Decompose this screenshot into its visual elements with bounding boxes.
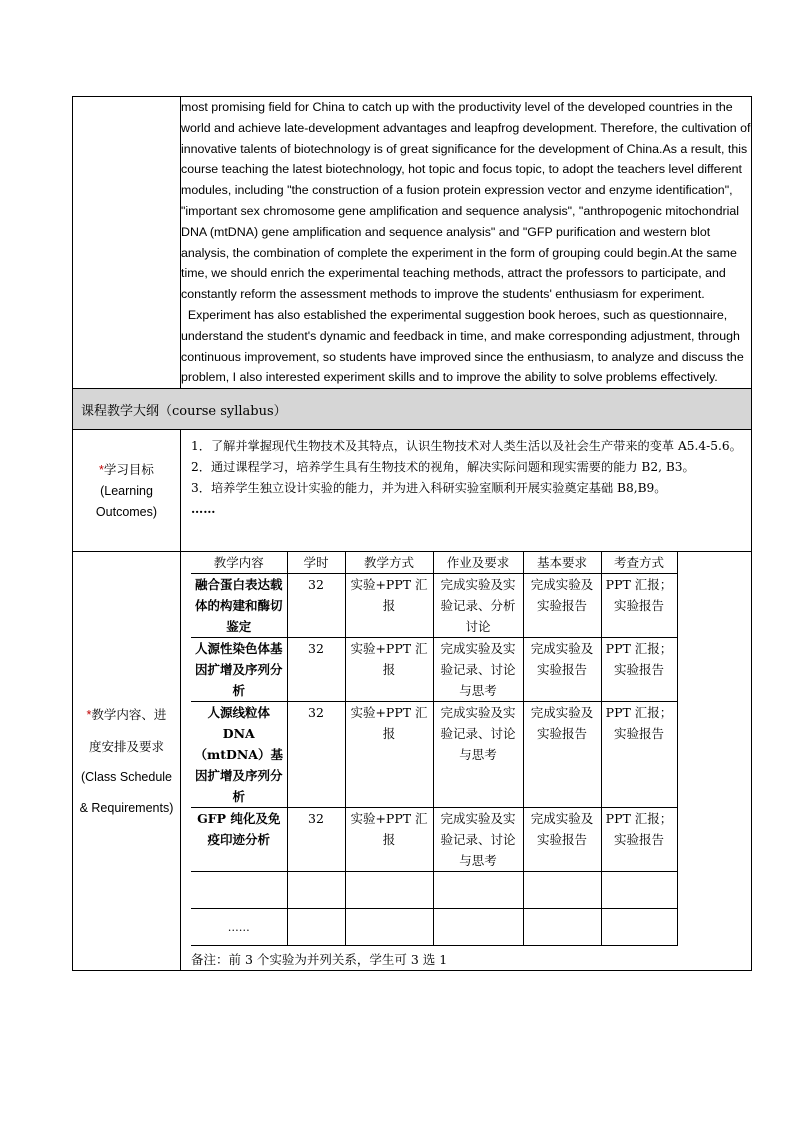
intro-text-cell [181, 97, 752, 389]
schedule-label-en-1: (Class Schedule [80, 769, 172, 784]
row-method: 实验+PPT 汇报 [345, 808, 433, 872]
row-basic: 完成实验及实验报告 [523, 808, 601, 872]
learning-outcomes-label-en-1: (Learning [100, 483, 153, 498]
learning-outcome-item-3: 3．培养学生独立设计实验的能力，并为进入科研实验室顺利开展实验奠定基础 B8,B9。 [191, 481, 667, 496]
row-ellipsis: …… [191, 909, 287, 946]
schedule-content [181, 552, 752, 971]
empty-cell [523, 872, 601, 909]
learning-outcome-item-2: 2．通过课程学习，培养学生具有生物技术的视角，解决实际问题和现实需要的能力 B2, B3。 [191, 460, 695, 475]
row-assessment: PPT 汇报；实验报告 [601, 638, 677, 702]
learning-outcomes-label-cn: 学习目标 [103, 461, 154, 477]
row-method: 实验+PPT 汇报 [345, 702, 433, 808]
required-star: * [99, 462, 104, 477]
required-star: * [86, 707, 92, 722]
row-topic: 人源性染色体基因扩增及序列分析 [191, 638, 287, 702]
empty-cell [345, 909, 433, 946]
empty-cell [191, 872, 287, 909]
learning-outcome-ellipsis: …… [191, 502, 216, 517]
table-row-empty [191, 872, 677, 909]
syllabus-heading: 课程教学大纲（course syllabus） [73, 389, 752, 430]
row-method: 实验+PPT 汇报 [345, 574, 433, 638]
schedule-label [73, 552, 181, 971]
row-hours: 32 [287, 808, 345, 872]
learning-outcomes-row [73, 430, 752, 552]
schedule-note: 备注：前 3 个实验为并列关系，学生可 3 选 1 [191, 952, 448, 968]
syllabus-heading-row [73, 389, 752, 430]
row-basic: 完成实验及实验报告 [523, 702, 601, 808]
intro-left-cell [73, 97, 181, 389]
header-method: 教学方式 [345, 552, 433, 574]
schedule-label-cn-1: 教学内容、进 [91, 706, 167, 722]
schedule-table [191, 552, 678, 946]
learning-outcomes-content [181, 430, 752, 552]
course-form-table [72, 96, 752, 971]
empty-cell [345, 872, 433, 909]
table-row [191, 702, 677, 808]
row-topic: 人源线粒体 DNA（mtDNA）基因扩增及序列分析 [191, 702, 287, 808]
table-row [191, 574, 677, 638]
row-method: 实验+PPT 汇报 [345, 638, 433, 702]
header-hours: 学时 [287, 552, 345, 574]
intro-row [73, 97, 752, 389]
empty-cell [601, 909, 677, 946]
header-basic: 基本要求 [523, 552, 601, 574]
schedule-label-en-2: & Requirements) [79, 800, 174, 815]
row-hours: 32 [287, 702, 345, 808]
row-assessment: PPT 汇报；实验报告 [601, 574, 677, 638]
row-topic: GFP 纯化及免疫印迹分析 [191, 808, 287, 872]
row-hours: 32 [287, 638, 345, 702]
row-homework: 完成实验及实验记录、讨论与思考 [433, 702, 523, 808]
intro-paragraph-2 [181, 305, 751, 388]
header-homework: 作业及要求 [433, 552, 523, 574]
empty-cell [601, 872, 677, 909]
empty-cell [287, 872, 345, 909]
empty-cell [433, 909, 523, 946]
learning-outcomes-label [73, 430, 181, 552]
row-assessment: PPT 汇报；实验报告 [601, 808, 677, 872]
row-basic: 完成实验及实验报告 [523, 574, 601, 638]
table-row-ellipsis [191, 909, 677, 946]
row-homework: 完成实验及实验记录、分析讨论 [433, 574, 523, 638]
learning-outcome-item-1: 1．了解并掌握现代生物技术及其特点，认识生物技术对人类生活以及社会生产带来的变革 A5.4-5.6。 [191, 439, 742, 454]
intro-paragraph-2-text: Experiment has also established the experimental suggestion book heroes, such as questionnaire, understand the student's dynamic and feedback in time, and make corresponding adjustment, through continuous improvement, so students have improved since the enthusiasm, to analyze and discuss the problem, I also interested experiment skills and to improve the ability to solve problems effectively. [181, 307, 744, 385]
schedule-row [73, 552, 752, 971]
row-homework: 完成实验及实验记录、讨论与思考 [433, 638, 523, 702]
learning-outcomes-label-en-2: Outcomes) [95, 504, 158, 519]
row-hours: 32 [287, 574, 345, 638]
empty-cell [433, 872, 523, 909]
row-homework: 完成实验及实验记录、讨论与思考 [433, 808, 523, 872]
table-row [191, 638, 677, 702]
empty-cell [287, 909, 345, 946]
header-assessment: 考查方式 [601, 552, 677, 574]
row-assessment: PPT 汇报；实验报告 [601, 702, 677, 808]
schedule-label-cn-2: 度安排及要求 [88, 738, 164, 754]
row-basic: 完成实验及实验报告 [523, 638, 601, 702]
schedule-header-row [191, 552, 677, 574]
header-content: 教学内容 [191, 552, 287, 574]
table-row [191, 808, 677, 872]
intro-paragraph-1: most promising field for China to catch up with the productivity level of the developed countries in the world and achieve late-development advantages and leapfrog development. Therefore, the cultivation of innovative talents of biotechnology is of great significance for the development of China.As a result, this course teaching the latest biotechnology, hot topic and focus topic, to adopt the teachers level different modules, including "the construction of a fusion protein expression vector and enzyme identification", "important sex chromosome gene amplification and sequence analysis", "anthropogenic mitochondrial DNA (mtDNA) gene amplification and sequence analysis" and "GFP purification and western blot analysis, the combination of complete the experiment in the form of grouping could begin.At the same time, we should enrich the experimental teaching methods, attract the professors to participate, and constantly reform the assessment methods to improve the students' enthusiasm for experiment. [181, 100, 751, 302]
row-topic: 融合蛋白表达载体的构建和酶切鉴定 [191, 574, 287, 638]
empty-cell [523, 909, 601, 946]
